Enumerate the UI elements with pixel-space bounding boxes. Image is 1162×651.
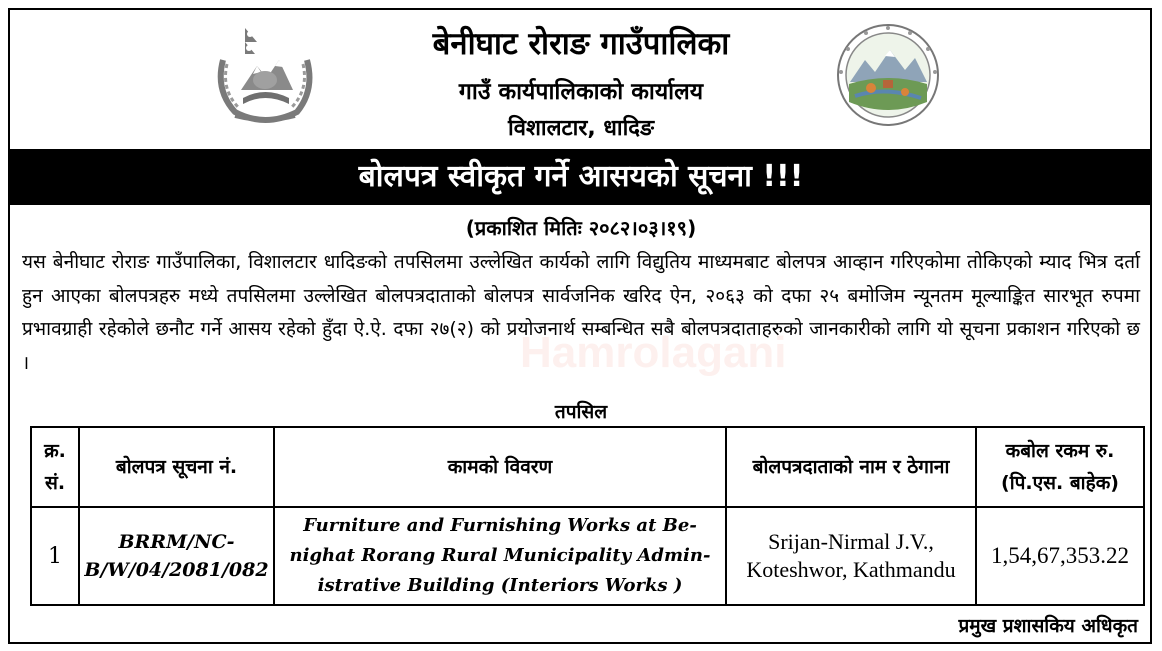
col-header-description: कामको विवरण [274,427,726,507]
cell-bidder: Srijan-Nirmal J.V., Koteshwor, Kathmandu [726,507,976,605]
bid-table [30,426,1145,606]
table-heading: तपसिल [554,401,608,423]
office-subtitle: गाउँ कार्यपालिकाको कार्यालय [458,79,704,105]
col-header-bid-no: बोलपत्र सूचना नं. [79,427,274,507]
notice-header [0,0,1162,148]
col-header-amount: कबोल रकम रु. (पि.एस. बाहेक) [976,427,1144,507]
notice-banner: बोलपत्र स्वीकृत गर्ने आसयको सूचना !!! [10,149,1152,205]
notice-body: यस बेनीघाट रोराङ गाउँपालिका, विशालटार धादिङको तपसिलमा उल्लेखित कार्यको लागि विद्युतिय माध्यमबाट बोलपत्र आव्हान गरिएकोमा तोकिएको म्याद भित्र दर्ता हुन आएका बोलपत्रहरु मध्ये तपसिलमा उल्लेखित बोलपत्रदाताको बोलपत्र सार्वजनिक खरिद ऐन, २०६३ को दफा २५ बमोजिम न्यूनतम मूल्याङ्कित सारभूत रुपमा प्रभावग्राही रहेकोले छनौट गर्ने आसय रहेको हुँदा ऐ.ऐ. दफा २७(२) को प्रयोजनार्थ सम्बन्धित सबै बोलपत्रदाताहरुको जानकारीको लागि यो सूचना प्रकाशन गरिएको छ । [22,251,1140,374]
table-row [31,507,1144,605]
table-header-row [31,427,1144,507]
watermark-logo: Hamrolagani [520,328,787,377]
cell-sn: 1 [31,507,79,605]
col-header-bidder: बोलपत्रदाताको नाम र ठेगाना [726,427,976,507]
cell-bid-no: BRRM/NC-B/W/04/2081/082 [79,507,274,605]
cell-description: Furniture and Furnishing Works at Be-nighat Rorang Rural Municipality Admin-istrative Building (Interiors Works ) [274,507,726,605]
cell-amount: 1,54,67,353.22 [976,507,1144,605]
signatory-title: प्रमुख प्रशासकिय अधिकृत [958,615,1138,637]
publication-date: (प्रकाशित मितिः २०८२।०३।१९) [465,216,697,240]
municipality-title: बेनीघाट रोराङ गाउँपालिका [432,26,730,62]
office-location: विशालटार, धादिङ [508,116,654,141]
col-header-sn: क्र. सं. [31,427,79,507]
